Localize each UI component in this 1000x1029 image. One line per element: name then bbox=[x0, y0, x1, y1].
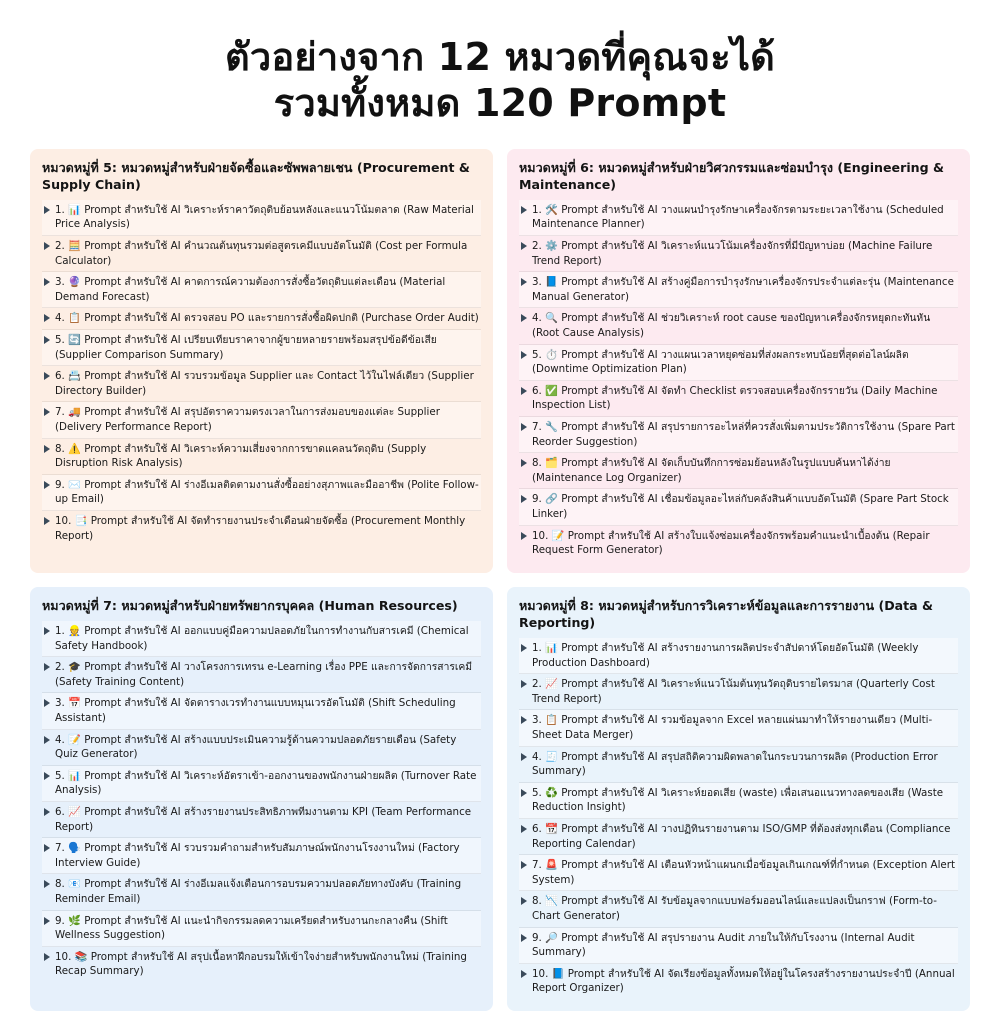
triangle-bullet-icon bbox=[44, 844, 50, 852]
triangle-bullet-icon bbox=[44, 663, 50, 671]
prompt-text: 5. 📊 Prompt สำหรับใช้ AI วิเคราะห์อัตราเข้า-ออกงานของพนักงานฝ่ายผลิต (Turnover Rate Analysis) bbox=[55, 769, 477, 797]
prompt-text: 9. ✉️ Prompt สำหรับใช้ AI ร่างอีเมลติดตามงานสั่งซื้ออย่างสุภาพและมืออาชีพ (Polite Follow-up Email) bbox=[55, 478, 479, 506]
triangle-bullet-icon bbox=[521, 680, 527, 688]
prompt-text: 7. 🔧 Prompt สำหรับใช้ AI สรุปรายการอะไหล่ที่ควรสั่งเพิ่มตามประวัติการใช้งาน (Spare Part Reorder Suggestion) bbox=[532, 421, 955, 448]
prompt-text: 4. 📋 Prompt สำหรับใช้ AI ตรวจสอบ PO และรายการสั่งซื้อผิดปกติ (Purchase Order Audit) bbox=[55, 312, 479, 325]
triangle-bullet-icon bbox=[44, 772, 50, 780]
triangle-bullet-icon bbox=[521, 789, 527, 797]
triangle-bullet-icon bbox=[44, 627, 50, 635]
prompt-text: 6. ✅ Prompt สำหรับใช้ AI จัดทำ Checklist ตรวจสอบเครื่องจักรรายวัน (Daily Machine Inspection List) bbox=[532, 384, 938, 412]
triangle-bullet-icon bbox=[44, 336, 50, 344]
triangle-bullet-icon bbox=[521, 716, 527, 724]
prompt-text: 10. 📝 Prompt สำหรับใช้ AI สร้างใบแจ้งซ่อมเครื่องจักรพร้อมคำแนะนำเบื้องต้น (Repair Request Form Generator) bbox=[532, 529, 930, 557]
triangle-bullet-icon bbox=[521, 970, 527, 978]
prompt-text: 7. 🚚 Prompt สำหรับใช้ AI สรุปอัตราความตรงเวลาในการส่งมอบของแต่ละ Supplier (Delivery Performance Report) bbox=[55, 406, 440, 434]
list-item[interactable] bbox=[519, 747, 958, 783]
category-card-6 bbox=[507, 149, 970, 573]
triangle-bullet-icon bbox=[521, 753, 527, 761]
triangle-bullet-icon bbox=[44, 736, 50, 744]
list-item[interactable] bbox=[42, 621, 481, 657]
triangle-bullet-icon bbox=[521, 278, 527, 286]
category-card-7 bbox=[30, 587, 493, 1011]
category-title-8: หมวดหมู่ที่ 8: หมวดหมู่สำหรับการวิเคราะห์ข้อมูลและการรายงาน (Data & Reporting) bbox=[519, 597, 934, 630]
prompt-text: 10. 📚 Prompt สำหรับใช้ AI สรุปเนื้อหาฝึกอบรมให้เข้าใจง่ายสำหรับพนักงานใหม่ (Training Recap Summary) bbox=[55, 950, 467, 978]
prompt-text: 2. ⚙️ Prompt สำหรับใช้ AI วิเคราะห์แนวโน้มเครื่องจักรที่มีปัญหาบ่อย (Machine Failure Trend Report) bbox=[532, 239, 933, 267]
triangle-bullet-icon bbox=[521, 825, 527, 833]
list-item[interactable] bbox=[519, 345, 958, 381]
list-item[interactable] bbox=[519, 417, 958, 453]
list-item[interactable] bbox=[42, 657, 481, 693]
prompt-text: 7. 🗣️ Prompt สำหรับใช้ AI รวบรวมคำถามสำหรับสัมภาษณ์พนักงานโรงงานใหม่ (Factory Interview Guide) bbox=[55, 842, 460, 869]
category-title-5: หมวดหมู่ที่ 5: หมวดหมู่สำหรับฝ่ายจัดซื้อและซัพพลายเชน (Procurement & Supply Chain) bbox=[42, 159, 470, 192]
page-header bbox=[0, 0, 1000, 135]
list-item[interactable] bbox=[519, 638, 958, 674]
list-item[interactable] bbox=[519, 381, 958, 417]
prompt-text: 1. 📊 Prompt สำหรับใช้ AI วิเคราะห์ราคาวัตถุดิบย้อนหลังและแนวโน้มตลาด (Raw Material Price Analysis) bbox=[55, 203, 474, 231]
list-item[interactable] bbox=[42, 200, 481, 236]
list-item[interactable] bbox=[519, 783, 958, 819]
triangle-bullet-icon bbox=[44, 481, 50, 489]
list-item[interactable] bbox=[42, 236, 481, 272]
triangle-bullet-icon bbox=[44, 445, 50, 453]
category-card-5 bbox=[30, 149, 493, 573]
list-item[interactable] bbox=[519, 855, 958, 891]
page-title-line2: รวมทั้งหมด 120 Prompt bbox=[273, 81, 727, 126]
list-item[interactable] bbox=[519, 964, 958, 999]
category-title-6: หมวดหมู่ที่ 6: หมวดหมู่สำหรับฝ่ายวิศวกรรมและซ่อมบำรุง (Engineering & Maintenance) bbox=[519, 159, 944, 192]
list-item[interactable] bbox=[519, 928, 958, 964]
prompt-list-7 bbox=[42, 621, 481, 982]
prompt-text: 8. 📉 Prompt สำหรับใช้ AI รับข้อมูลจากแบบฟอร์มออนไลน์และแปลงเป็นกราฟ (Form-to-Chart Generator) bbox=[532, 895, 937, 923]
list-item[interactable] bbox=[42, 730, 481, 766]
prompt-text: 10. 📑 Prompt สำหรับใช้ AI จัดทำรายงานประจำเดือนฝ่ายจัดซื้อ (Procurement Monthly Report) bbox=[55, 515, 466, 542]
triangle-bullet-icon bbox=[44, 372, 50, 380]
list-item[interactable] bbox=[42, 439, 481, 475]
triangle-bullet-icon bbox=[44, 917, 50, 925]
triangle-bullet-icon bbox=[44, 408, 50, 416]
page-title-line1: ตัวอย่างจาก 12 หมวดที่คุณจะได้ bbox=[224, 35, 776, 79]
prompt-text: 5. ♻️ Prompt สำหรับใช้ AI วิเคราะห์ยอดเสีย (waste) เพื่อเสนอแนวทางลดของเสีย (Waste Reduction Insight) bbox=[532, 786, 944, 814]
list-item[interactable] bbox=[519, 526, 958, 561]
list-item[interactable] bbox=[519, 489, 958, 525]
category-title-7: หมวดหมู่ที่ 7: หมวดหมู่สำหรับฝ่ายทรัพยากรบุคคล (Human Resources) bbox=[42, 597, 458, 613]
triangle-bullet-icon bbox=[521, 644, 527, 652]
triangle-bullet-icon bbox=[44, 953, 50, 961]
list-item[interactable] bbox=[519, 453, 958, 489]
list-item[interactable] bbox=[42, 475, 481, 511]
prompt-text: 10. 📘 Prompt สำหรับใช้ AI จัดเรียงข้อมูลทั้งหมดให้อยู่ในโครงสร้างรายงานประจำปี (Annual Report Organizer) bbox=[532, 967, 955, 995]
triangle-bullet-icon bbox=[521, 459, 527, 467]
prompt-text: 3. 📋 Prompt สำหรับใช้ AI รวมข้อมูลจาก Excel หลายแผ่นมาทำให้รายงานเดียว (Multi-Sheet Data Merger) bbox=[532, 714, 933, 741]
prompt-list-5 bbox=[42, 200, 481, 547]
prompt-text: 3. 📅 Prompt สำหรับใช้ AI จัดตารางเวรทำงานแบบหมุนเวรอัตโนมัติ (Shift Scheduling Assistant) bbox=[55, 697, 456, 724]
prompt-text: 1. 👷 Prompt สำหรับใช้ AI ออกแบบคู่มือความปลอดภัยในการทำงานกับสารเคมี (Chemical Safety Handbook) bbox=[55, 624, 469, 652]
triangle-bullet-icon bbox=[521, 897, 527, 905]
prompt-text: 8. 🗂️ Prompt สำหรับใช้ AI จัดเก็บบันทึกการซ่อมย้อนหลังในรูปแบบค้นหาได้ง่าย (Maintenance Log Organizer) bbox=[532, 457, 891, 484]
triangle-bullet-icon bbox=[521, 206, 527, 214]
prompt-text: 8. 📧 Prompt สำหรับใช้ AI ร่างอีเมลแจ้งเตือนการอบรมความปลอดภัยทางบังคับ (Training Reminder Email) bbox=[55, 878, 462, 906]
category-card-8 bbox=[507, 587, 970, 1011]
prompt-text: 3. 🔮 Prompt สำหรับใช้ AI คาดการณ์ความต้องการสั่งซื้อวัตถุดิบแต่ละเดือน (Material Demand Forecast) bbox=[55, 276, 446, 303]
prompt-text: 2. 📈 Prompt สำหรับใช้ AI วิเคราะห์แนวโน้มต้นทุนวัตถุดิบรายไตรมาส (Quarterly Cost Trend Report) bbox=[532, 678, 935, 705]
page-title bbox=[40, 34, 960, 127]
list-item[interactable] bbox=[42, 693, 481, 729]
list-item[interactable] bbox=[42, 838, 481, 874]
prompt-text: 8. ⚠️ Prompt สำหรับใช้ AI วิเคราะห์ความเสี่ยงจากการขาดแคลนวัตถุดิบ (Supply Disruption Risk Analysis) bbox=[55, 442, 427, 470]
list-item[interactable] bbox=[42, 911, 481, 947]
list-item[interactable] bbox=[42, 272, 481, 308]
list-item[interactable] bbox=[519, 272, 958, 308]
list-item[interactable] bbox=[42, 366, 481, 402]
list-item[interactable] bbox=[42, 308, 481, 330]
prompt-text: 2. 🎓 Prompt สำหรับใช้ AI วางโครงการเทรน e-Learning เรื่อง PPE และการจัดการสารเคมี (Safety Training Content) bbox=[55, 661, 473, 688]
list-item[interactable] bbox=[519, 200, 958, 236]
prompt-text: 9. 🌿 Prompt สำหรับใช้ AI แนะนำกิจกรรมลดความเครียดสำหรับงานกะกลางคืน (Shift Wellness Suggestion) bbox=[55, 914, 448, 942]
triangle-bullet-icon bbox=[44, 314, 50, 322]
list-item[interactable] bbox=[42, 402, 481, 438]
triangle-bullet-icon bbox=[521, 532, 527, 540]
list-item[interactable] bbox=[42, 766, 481, 802]
prompt-text: 1. 🛠️ Prompt สำหรับใช้ AI วางแผนบำรุงรักษาเครื่องจักรตามระยะเวลาใช้งาน (Scheduled Maintenance Planner) bbox=[532, 203, 944, 231]
prompt-text: 2. 🧮 Prompt สำหรับใช้ AI คำนวณต้นทุนรวมต่อสูตรเคมีแบบอัตโนมัติ (Cost per Formula Calculator) bbox=[55, 239, 468, 267]
list-item[interactable] bbox=[42, 874, 481, 910]
prompt-text: 5. 🔄 Prompt สำหรับใช้ AI เปรียบเทียบราคาจากผู้ขายหลายรายพร้อมสรุปข้อดีข้อเสีย (Supplier Comparison Summary) bbox=[55, 333, 437, 361]
list-item[interactable] bbox=[519, 308, 958, 344]
triangle-bullet-icon bbox=[44, 880, 50, 888]
prompt-text: 4. 🧾 Prompt สำหรับใช้ AI สรุปสถิติความผิดพลาดในกระบวนการผลิต (Production Error Summary) bbox=[532, 750, 938, 778]
triangle-bullet-icon bbox=[521, 423, 527, 431]
list-item[interactable] bbox=[519, 819, 958, 855]
triangle-bullet-icon bbox=[521, 314, 527, 322]
prompt-text: 4. 🔍 Prompt สำหรับใช้ AI ช่วยวิเคราะห์ root cause ของปัญหาเครื่องจักรหยุดกะทันหัน (Root Cause Analysis) bbox=[532, 312, 931, 339]
list-item[interactable] bbox=[42, 511, 481, 546]
prompt-text: 4. 📝 Prompt สำหรับใช้ AI สร้างแบบประเมินความรู้ด้านความปลอดภัยรายเดือน (Safety Quiz Generator) bbox=[55, 733, 457, 761]
prompt-text: 9. 🔎 Prompt สำหรับใช้ AI สรุปรายงาน Audit ภายในให้กับโรงงาน (Internal Audit Summary) bbox=[532, 931, 915, 959]
prompt-list-8 bbox=[519, 638, 958, 999]
prompt-text: 5. ⏱️ Prompt สำหรับใช้ AI วางแผนเวลาหยุดซ่อมที่ส่งผลกระทบน้อยที่สุดต่อไลน์ผลิต (Downtime Optimization Plan) bbox=[532, 348, 909, 376]
category-grid bbox=[0, 135, 1000, 1029]
triangle-bullet-icon bbox=[44, 278, 50, 286]
list-item[interactable] bbox=[519, 710, 958, 746]
triangle-bullet-icon bbox=[521, 495, 527, 503]
list-item[interactable] bbox=[42, 330, 481, 366]
list-item[interactable] bbox=[519, 674, 958, 710]
triangle-bullet-icon bbox=[44, 206, 50, 214]
triangle-bullet-icon bbox=[521, 934, 527, 942]
prompt-text: 9. 🔗 Prompt สำหรับใช้ AI เชื่อมข้อมูลอะไหล่กับคลังสินค้าแบบอัตโนมัติ (Spare Part Stock Linker) bbox=[532, 493, 949, 521]
list-item[interactable] bbox=[42, 947, 481, 982]
prompt-text: 7. 🚨 Prompt สำหรับใช้ AI เตือนหัวหน้าแผนกเมื่อข้อมูลเกินเกณฑ์ที่กำหนด (Exception Alert System) bbox=[532, 859, 956, 886]
triangle-bullet-icon bbox=[44, 808, 50, 816]
triangle-bullet-icon bbox=[521, 861, 527, 869]
prompt-text: 1. 📊 Prompt สำหรับใช้ AI สร้างรายงานการผลิตประจำสัปดาห์โดยอัตโนมัติ (Weekly Production Dashboard) bbox=[532, 641, 919, 669]
triangle-bullet-icon bbox=[44, 699, 50, 707]
triangle-bullet-icon bbox=[44, 242, 50, 250]
prompt-list-6 bbox=[519, 200, 958, 561]
prompt-text: 6. 📇 Prompt สำหรับใช้ AI รวบรวมข้อมูล Supplier และ Contact ไว้ในไฟล์เดียว (Supplier Directory Builder) bbox=[55, 370, 474, 397]
prompt-text: 6. 📈 Prompt สำหรับใช้ AI สร้างรายงานประสิทธิภาพทีมงานตาม KPI (Team Performance Report) bbox=[55, 806, 472, 833]
list-item[interactable] bbox=[519, 891, 958, 927]
list-item[interactable] bbox=[519, 236, 958, 272]
triangle-bullet-icon bbox=[44, 517, 50, 525]
list-item[interactable] bbox=[42, 802, 481, 838]
prompt-text: 3. 📘 Prompt สำหรับใช้ AI สร้างคู่มือการบำรุงรักษาเครื่องจักรประจำแต่ละรุ่น (Maintenance Manual Generator) bbox=[532, 276, 954, 303]
triangle-bullet-icon bbox=[521, 351, 527, 359]
triangle-bullet-icon bbox=[521, 387, 527, 395]
prompt-text: 6. 📆 Prompt สำหรับใช้ AI วางปฏิทินรายงานตาม ISO/GMP ที่ต้องส่งทุกเดือน (Compliance Reporting Calendar) bbox=[532, 823, 951, 850]
triangle-bullet-icon bbox=[521, 242, 527, 250]
